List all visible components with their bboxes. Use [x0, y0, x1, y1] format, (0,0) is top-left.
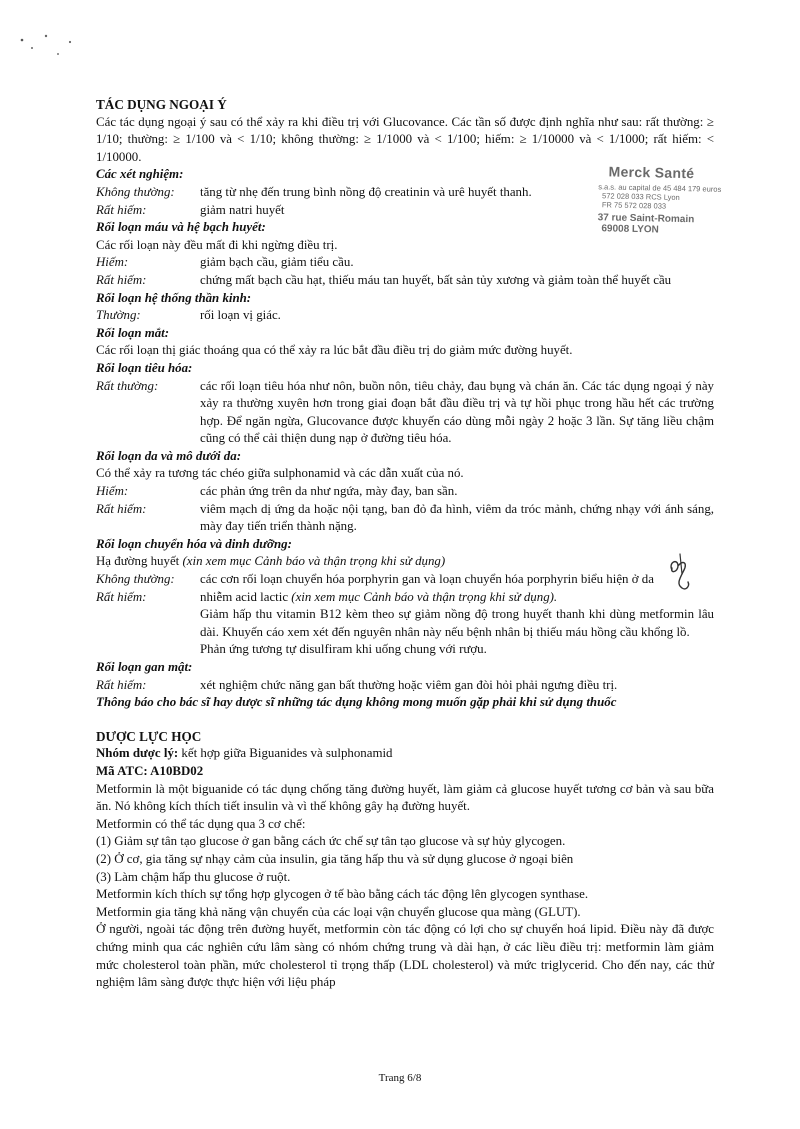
atc-code: Mã ATC: A10BD02 — [96, 763, 204, 778]
effect-text: các phản ứng trên da như ngứa, mày đay, ban sần. — [200, 484, 458, 499]
disulfiram-text: Phản ứng tương tự disulfiram khi uống chung với rượu. — [200, 642, 487, 657]
report-notice: Thông báo cho bác sĩ hay dược sĩ những tác dụng không mong muốn gặp phải khi sử dụng thuốc — [96, 695, 617, 710]
skin-row-rare — [96, 483, 714, 501]
stamp-city: 69008 LYON — [601, 223, 659, 236]
eye-note: Các rối loạn thị giác thoáng qua có thể xảy ra lúc bắt đầu điều trị do giảm mức đường huyết. — [96, 343, 573, 358]
paragraph-3: Metformin kích thích sự tổng hợp glycogen ở tế bào bằng cách tác động lên glycogen synthase. — [96, 887, 589, 902]
effect-text — [200, 589, 714, 607]
vitamin-b12-text: Giảm hấp thu vitamin B12 kèm theo sự giảm nồng độ trong huyết thanh khi dùng metformin lâu dài. Khuyến cáo xem xét đến nguyên nhân này nếu bệnh nhân bị thiếu máu hồng cầu khổng lồ. — [200, 607, 714, 639]
subheading-tests: Các xét nghiệm: — [96, 167, 184, 182]
scan-artifact-dots — [18, 28, 78, 68]
effect-text: giảm natri huyết — [200, 202, 285, 217]
effect-text: các rối loạn tiêu hóa như nôn, buồn nôn, tiêu chảy, đau bụng và chán ăn. Các tác dụng ngoại ý này xảy ra thường xuyên hơn trong giai đoạn bắt đầu điều trị và tự hồi phục trong hầu hết các trường hợp. Để ngăn ngừa, Glucovance được khuyến cáo dùng mỗi ngày 2 hoặc 3 lần. Sự tăng liều chậm cũng có thể cải thiện dung nạp ở đường tiêu hóa. — [200, 378, 714, 446]
page-number: Trang 6/8 — [378, 1072, 422, 1084]
company-stamp — [597, 163, 768, 238]
frequency-label: Rất thường: — [96, 378, 159, 393]
metabolism-row-very-rare — [96, 589, 714, 607]
metabolism-note — [96, 553, 714, 571]
effect-text: giảm bạch cầu, giảm tiểu cầu. — [200, 255, 354, 270]
group-label: Nhóm dược lý: — [96, 746, 179, 761]
stamp-capital: s.a.s. au capital de 45 484 179 euros — [598, 182, 722, 194]
blood-row-rare — [96, 254, 714, 272]
section-heading-pharmacodynamics: DƯỢC LỰC HỌC — [96, 728, 202, 744]
paragraph-1: Metformin là một biguanide có tác dụng chống tăng đường huyết, làm giảm cả glucose huyết tương cơ bản và sau bữa ăn. Nó không kích thích tiết insulin và vì thế không gây hạ đường huyết. — [96, 781, 714, 814]
subheading-liver: Rối loạn gan mật: — [96, 660, 193, 674]
pharmacological-group — [96, 745, 714, 763]
frequency-label: Không thường: — [96, 184, 175, 199]
mechanism-1: (1) Giảm sự tân tạo glucose ở gan bằng cách ức chế sự tân tạo glucose và sự hủy glycogen. — [96, 834, 566, 849]
subheading-blood: Rối loạn máu và hệ bạch huyết: — [96, 220, 266, 235]
subheading-gi: Rối loạn tiêu hóa: — [96, 360, 193, 375]
blood-row-very-rare — [96, 272, 714, 290]
effect-text: xét nghiệm chức năng gan bất thường hoặc viêm gan đòi hỏi phải ngưng điều trị. — [200, 677, 618, 692]
mechanism-2: (2) Ở cơ, gia tăng sự nhạy cảm của insulin, gia tăng hấp thu và sử dụng glucose ở ngoại biên — [96, 851, 574, 866]
paragraph-5: Ở người, ngoài tác động trên đường huyết, metformin còn tác động có lợi cho sự chuyển hoá lipid. Điều này đã được chứng minh qua các nghiên cứu lâm sàng có nhóm chứng trung và dài hạn, ở các liều điều trị: metformin làm giảm mức cholesterol toàn phần, mức cholesterol tỉ trọng thấp (LDL cholesterol) và mức triglycerid. Cho đến nay, các thử nghiệm lâm sàng được thực hiện với liệu pháp — [96, 922, 714, 990]
stamp-company-name: Merck Santé — [608, 163, 695, 182]
frequency-label: Rất hiếm: — [96, 202, 147, 217]
frequency-label: Rất hiếm: — [96, 501, 147, 516]
stamp-vat: FR 75 572 028 033 — [601, 200, 667, 211]
lactic-acidosis-text: nhiễm acid lactic — [200, 589, 292, 604]
blood-note: Các rối loạn này đều mất đi khi ngừng điều trị. — [96, 237, 338, 252]
stamp-street: 37 rue Saint-Romain — [597, 212, 695, 226]
paragraph-4: Metformin gia tăng khả năng vận chuyển của các loại vận chuyển glucose qua màng (GLUT). — [96, 904, 581, 919]
subheading-eye: Rối loạn mắt: — [96, 325, 170, 340]
adverse-effects-intro: Các tác dụng ngoại ý sau có thể xảy ra khi điều trị với Glucovance. Các tần số được định nghĩa như sau: rất thường: ≥ 1/10; thường: ≥ 1/100 và < 1/10; không thường: ≥ 1/1000 và < 1/100; hiếm: ≥ 1/10000 và < 1/1000; rất hiếm: < 1/10000. — [96, 114, 714, 164]
effect-text: chứng mất bạch cầu hạt, thiếu máu tan huyết, bất sản tủy xương và giảm toàn thể huyết cầu — [200, 272, 672, 287]
stamp-rcs: 572 028 033 RCS Lyon — [601, 191, 680, 202]
liver-row-very-rare — [96, 677, 714, 695]
effect-text: rối loạn vị giác. — [200, 308, 281, 323]
frequency-label: Rất hiếm: — [96, 677, 147, 692]
subheading-skin: Rối loạn da và mô dưới da: — [96, 448, 241, 463]
subheading-metabolism: Rối loạn chuyển hóa và dinh dưỡng: — [96, 536, 292, 551]
effect-text: các cơn rối loạn chuyển hóa porphyrin gan và loạn chuyển hóa porphyrin biểu hiện ở da — [200, 572, 654, 587]
handwritten-signature — [658, 550, 698, 594]
frequency-label: Hiếm: — [96, 255, 129, 270]
paragraph-2: Metformin có thể tác dụng qua 3 cơ chế: — [96, 816, 306, 831]
effect-text: viêm mạch dị ứng da hoặc nội tạng, ban đỏ đa hình, viêm da tróc mảnh, chứng nhạy với ánh sáng, mày đay tiến triển thành nặng. — [200, 501, 714, 534]
nervous-row-common — [96, 307, 714, 325]
mechanism-3: (3) Làm chậm hấp thu glucose ở ruột. — [96, 869, 291, 884]
metabolism-note-text: Hạ đường huyết — [96, 554, 183, 569]
skin-note: Có thể xảy ra tương tác chéo giữa sulphonamid và các dẫn xuất của nó. — [96, 466, 464, 481]
lactic-acidosis-reference: (xin xem mục Cảnh báo và thận trọng khi sử dụng). — [291, 589, 558, 604]
frequency-label: Hiếm: — [96, 484, 129, 499]
gi-row-very-common — [96, 378, 714, 448]
metabolism-row-uncommon — [96, 571, 714, 589]
section-heading-adverse-effects: TÁC DỤNG NGOẠI Ý — [96, 97, 227, 112]
frequency-label: Không thường: — [96, 572, 175, 587]
effect-text: tăng từ nhẹ đến trung bình nồng độ creatinin và urê huyết thanh. — [200, 184, 532, 199]
metabolism-note-reference: (xin xem mục Cảnh báo và thận trọng khi sử dụng) — [182, 554, 446, 569]
frequency-label: Rất hiếm: — [96, 272, 147, 287]
subheading-nervous: Rối loạn hệ thống thần kinh: — [96, 290, 252, 305]
group-value: kết hợp giữa Biguanides và sulphonamid — [178, 746, 393, 761]
frequency-label: Thường: — [96, 308, 141, 323]
section-gap — [96, 712, 714, 728]
frequency-label: Rất hiếm: — [96, 589, 147, 604]
skin-row-very-rare — [96, 501, 714, 536]
